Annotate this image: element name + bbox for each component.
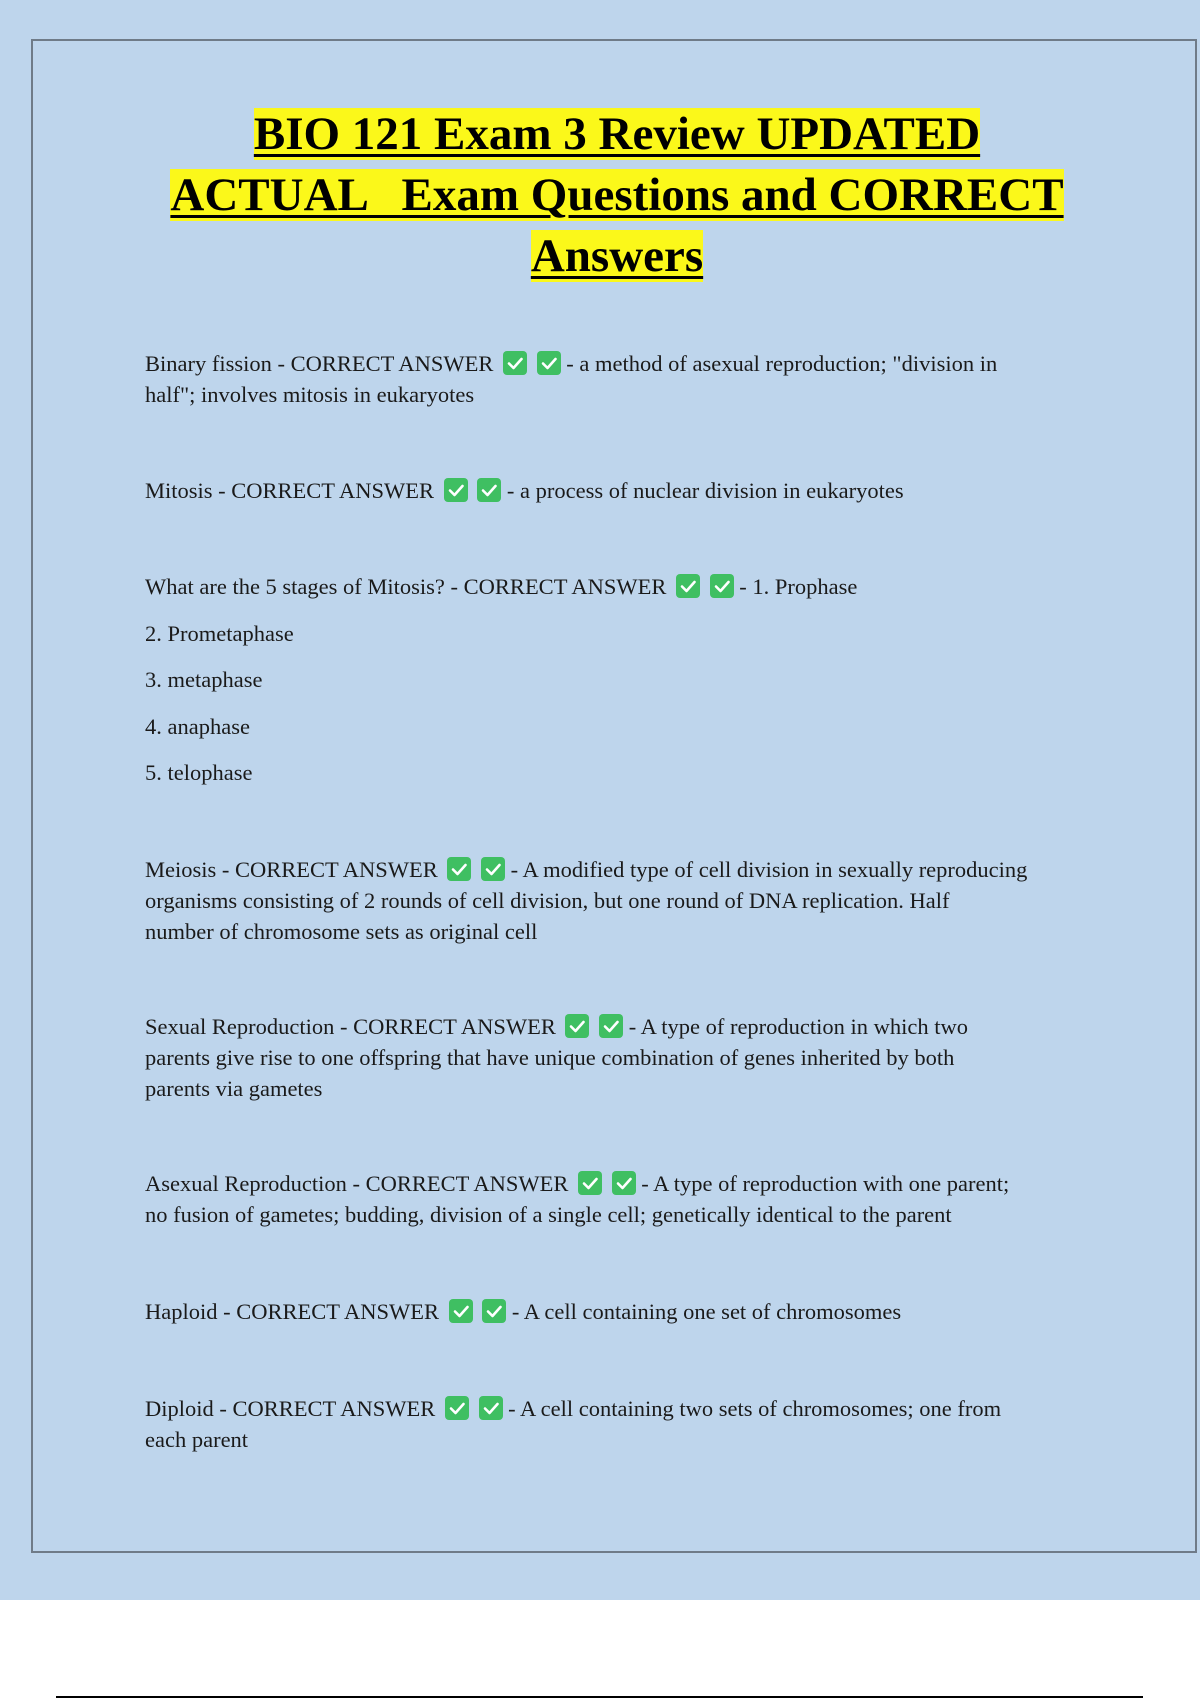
title-line-3: Answers [530, 230, 704, 282]
definition-text: number of chromosome sets as original cell [145, 919, 538, 944]
list-item: 5. telophase [145, 760, 253, 785]
definition-text: - A type of reproduction with one parent; [641, 1171, 1010, 1196]
definition-text: half"; involves mitosis in eukaryotes [145, 382, 475, 407]
qa-line [145, 571, 1090, 602]
qa-entry [145, 571, 1090, 785]
list-item: 3. metaphase [145, 667, 263, 692]
qa-line [145, 475, 1090, 506]
check-box-icon [503, 351, 527, 375]
term-text: Haploid - [145, 1299, 237, 1324]
qa-entry [145, 475, 1090, 506]
definition-text: - A cell containing one set of chromosomes [511, 1299, 902, 1324]
term-text: Diploid - [145, 1396, 233, 1421]
qa-entry [145, 1168, 1090, 1230]
term-text: Mitosis - [145, 478, 232, 503]
check-box-icon [477, 478, 501, 502]
answer-marker: CORRECT ANSWER [235, 857, 438, 882]
definition-text: - 1. Prophase [739, 574, 858, 599]
check-box-icon [537, 351, 561, 375]
term-text: What are the 5 stages of Mitosis? - [145, 574, 464, 599]
definition-text: - a method of asexual reproduction; "division in [566, 351, 998, 376]
check-box-icon [578, 1171, 602, 1195]
definition-text: no fusion of gametes; budding, division of a single cell; genetically identical to the parent [145, 1202, 952, 1227]
check-box-icon [710, 574, 734, 598]
qa-line [145, 348, 1090, 379]
term-text: Asexual Reproduction - [145, 1171, 366, 1196]
footer-divider [56, 1696, 1143, 1698]
qa-entry [145, 1011, 1090, 1104]
definition-text: each parent [145, 1427, 249, 1452]
check-box-icon [565, 1014, 589, 1038]
qa-line [145, 1168, 1090, 1199]
definition-text: - a process of nuclear division in eukaryotes [506, 478, 904, 503]
qa-line [145, 1011, 1090, 1042]
qa-entry [145, 348, 1090, 410]
term-text: Binary fission - [145, 351, 291, 376]
check-box-icon [482, 1299, 506, 1323]
check-box-icon [444, 478, 468, 502]
title-line-1: BIO 121 Exam 3 Review UPDATED [253, 108, 981, 160]
definition-text: parents give rise to one offspring that have unique combination of genes inherited by both [145, 1045, 955, 1070]
answer-marker: CORRECT ANSWER [236, 1299, 439, 1324]
check-box-icon [447, 857, 471, 881]
check-box-icon [449, 1299, 473, 1323]
list-item: 2. Prometaphase [145, 621, 294, 646]
qa-entry [145, 1296, 1090, 1327]
term-text: Meiosis - [145, 857, 235, 882]
answer-marker: CORRECT ANSWER [365, 1171, 569, 1196]
list-item: 4. anaphase [145, 714, 250, 739]
definition-text: organisms consisting of 2 rounds of cell division, but one round of DNA replication. Half [145, 888, 950, 913]
term-text: Sexual Reproduction - [145, 1014, 354, 1039]
qa-line [145, 1296, 1090, 1327]
check-box-icon [481, 857, 505, 881]
definition-text: - A modified type of cell division in sexually reproducing [510, 857, 1028, 882]
qa-line [145, 1393, 1090, 1424]
answer-marker: CORRECT ANSWER [231, 478, 435, 503]
qa-entry [145, 1393, 1090, 1455]
check-box-icon [676, 574, 700, 598]
definition-text: - A cell containing two sets of chromosomes; one from [508, 1396, 1002, 1421]
definition-text: parents via gametes [145, 1076, 323, 1101]
answer-marker: CORRECT ANSWER [232, 1396, 436, 1421]
check-box-icon [479, 1396, 503, 1420]
check-box-icon [599, 1014, 623, 1038]
answer-marker: CORRECT ANSWER [463, 574, 667, 599]
definition-text: - A type of reproduction in which two [628, 1014, 969, 1039]
answer-marker: CORRECT ANSWER [353, 1014, 556, 1039]
check-box-icon [612, 1171, 636, 1195]
answer-marker: CORRECT ANSWER [290, 351, 494, 376]
document-title [100, 104, 1134, 287]
check-box-icon [445, 1396, 469, 1420]
title-line-2: ACTUAL Exam Questions and CORRECT [170, 169, 1064, 221]
qa-line [145, 854, 1090, 885]
qa-entry [145, 854, 1090, 947]
